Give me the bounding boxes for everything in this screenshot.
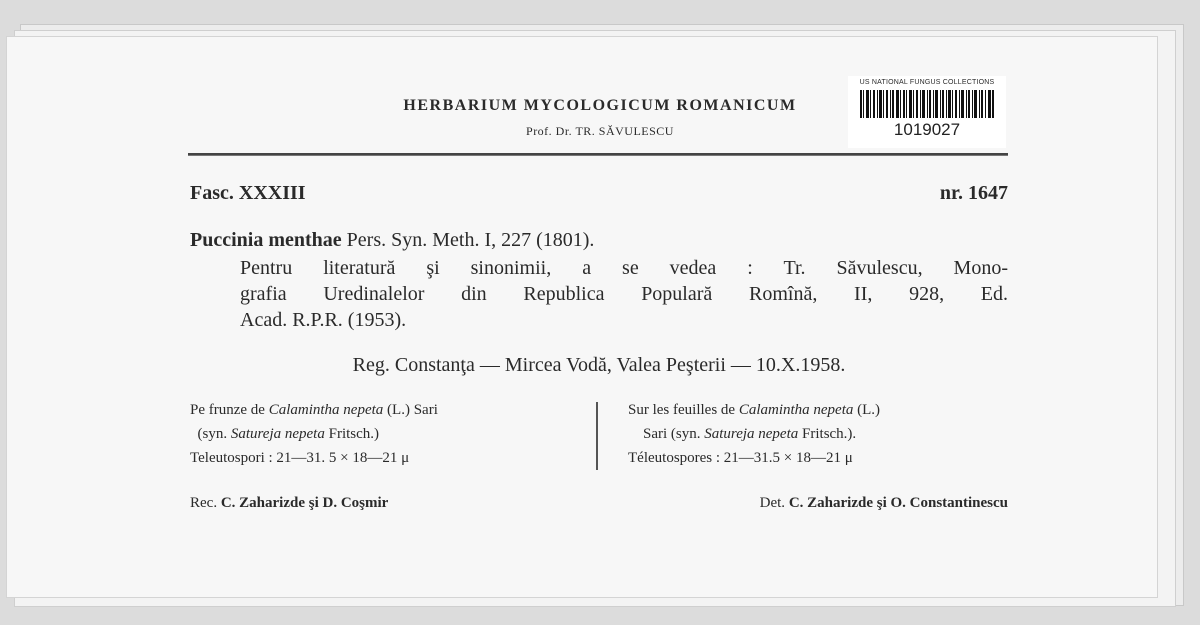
species-authority: Pers. Syn. Meth. I, 227 (1801). xyxy=(346,229,595,251)
barcode-icon xyxy=(860,90,994,118)
host-text: Fritsch.) xyxy=(324,426,380,442)
literature-line: grafia Uredinalelor din Republica Populară Romînă, II, 928, Ed. xyxy=(240,283,1008,305)
fascicle-label: Fasc. XXXIII xyxy=(190,182,306,204)
host-text: Pe frunze de xyxy=(190,402,269,418)
host-french xyxy=(628,398,880,470)
host-text: Sari (syn. xyxy=(643,426,705,442)
collector-prefix: Rec. xyxy=(190,495,218,511)
host-synonym: Satureja nepeta xyxy=(230,426,325,442)
host-species: Calamintha nepeta xyxy=(268,402,384,418)
herbarium-curator: Prof. Dr. TR. SĂVULESCU xyxy=(526,124,674,138)
host-romanian xyxy=(190,398,438,470)
barcode-number: 1019027 xyxy=(893,120,961,139)
spore-measurement: Teleutospori : 21—31. 5 × 18—21 μ xyxy=(190,450,410,466)
species-name: Puccinia menthae xyxy=(190,229,342,251)
header-divider xyxy=(188,153,1008,156)
host-text: (L.) Sari xyxy=(383,402,438,418)
host-line xyxy=(628,398,880,422)
host-line xyxy=(190,422,438,446)
host-text: (syn. xyxy=(197,426,231,442)
collection-locality: Reg. Constanţa — Mircea Vodă, Valea Peşterii — 10.X.1958. xyxy=(352,354,846,376)
host-synonym: Satureja nepeta xyxy=(704,426,799,442)
barcode-label xyxy=(848,76,1006,148)
spore-measurement: Téleutospores : 21—31.5 × 18—21 μ xyxy=(628,450,853,466)
column-divider xyxy=(596,402,598,470)
determiner-names: C. Zaharizde şi O. Constantinescu xyxy=(788,495,1008,511)
determiner-line xyxy=(655,495,1008,512)
barcode-caption: US NATIONAL FUNGUS COLLECTIONS xyxy=(859,79,995,86)
host-line xyxy=(628,422,880,446)
host-line xyxy=(190,398,438,422)
literature-line: Acad. R.P.R. (1953). xyxy=(240,309,407,331)
determiner-prefix: Det. xyxy=(759,495,786,511)
literature-line: Pentru literatură şi sinonimii, a se vedea : Tr. Săvulescu, Mono- xyxy=(240,257,1008,279)
specimen-number: nr. 1647 xyxy=(939,182,1008,204)
herbarium-title: HERBARIUM MYCOLOGICUM ROMANICUM xyxy=(403,97,797,114)
collector-names: C. Zaharizde şi D. Coşmir xyxy=(220,495,389,511)
species-citation xyxy=(190,229,594,252)
collector-line xyxy=(190,495,388,512)
host-species: Calamintha nepeta xyxy=(738,402,854,418)
host-text: Fritsch.). xyxy=(798,426,857,442)
host-text: Sur les feuilles de xyxy=(628,402,739,418)
host-text: (L.) xyxy=(853,402,881,418)
